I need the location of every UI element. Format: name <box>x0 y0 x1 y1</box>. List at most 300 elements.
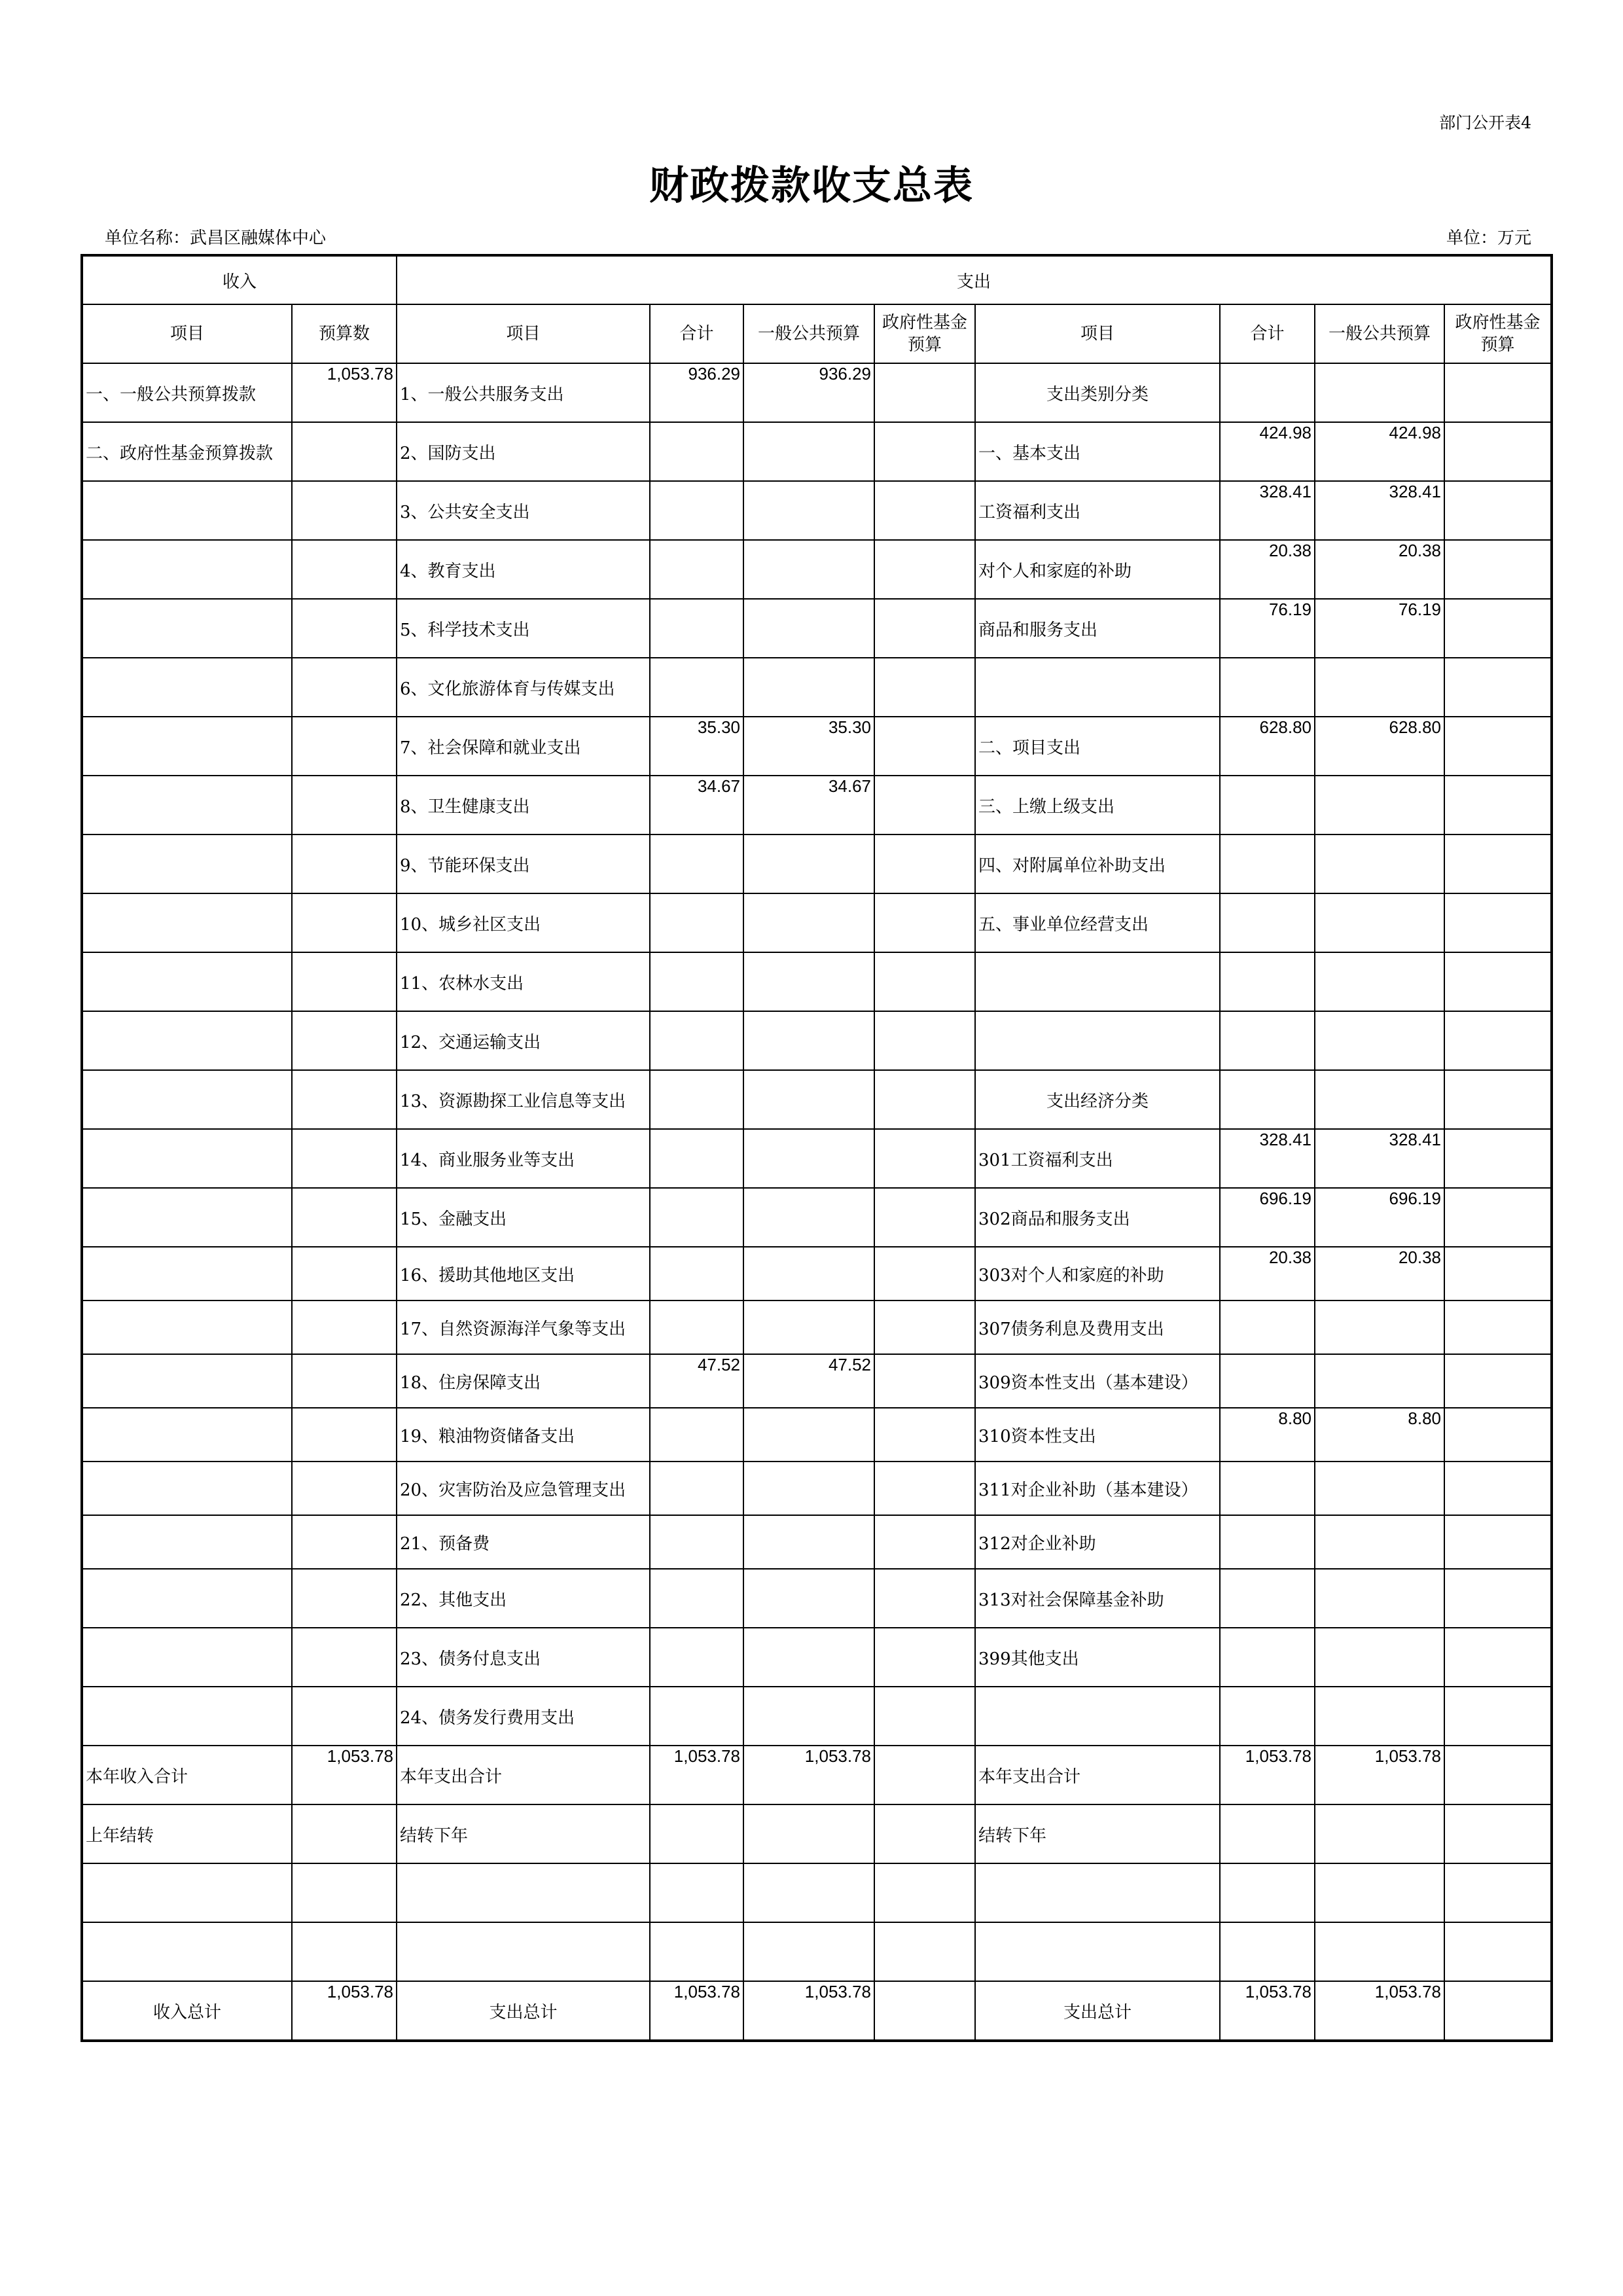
economic-gov-fund-cell <box>1444 540 1552 599</box>
income-amount-cell <box>292 422 397 481</box>
economic-general-cell <box>1315 1354 1444 1408</box>
function-general-cell <box>743 1247 874 1300</box>
function-gov-fund-cell <box>874 1354 975 1408</box>
expense-header: 支出 <box>397 255 1552 304</box>
table-row <box>82 834 1552 893</box>
function-item-cell: 5、科学技术支出 <box>397 599 650 658</box>
economic-general-cell: 424.98 <box>1315 422 1444 481</box>
economic-item-cell: 303对个人和家庭的补助 <box>975 1247 1220 1300</box>
function-general-cell: 47.52 <box>743 1354 874 1408</box>
function-item-cell: 15、金融支出 <box>397 1188 650 1247</box>
economic-gov-fund-cell <box>1444 1863 1552 1922</box>
economic-item-header: 项目 <box>975 304 1220 363</box>
table-row <box>82 1300 1552 1354</box>
table-row <box>82 1070 1552 1129</box>
function-general-cell <box>743 1922 874 1981</box>
header-row-columns <box>82 304 1552 363</box>
economic-general-header: 一般公共预算 <box>1315 304 1444 363</box>
economic-total-cell <box>1220 1687 1315 1746</box>
function-general-cell <box>743 1070 874 1129</box>
table-row <box>82 1628 1552 1687</box>
economic-total-cell: 696.19 <box>1220 1188 1315 1247</box>
function-total-cell <box>650 1922 743 1981</box>
form-number: 部门公开表4 <box>1439 113 1531 132</box>
economic-general-cell <box>1315 1687 1444 1746</box>
function-total-cell <box>650 1569 743 1628</box>
function-item-cell: 18、住房保障支出 <box>397 1354 650 1408</box>
income-amount-cell <box>292 1300 397 1354</box>
economic-item-cell: 302商品和服务支出 <box>975 1188 1220 1247</box>
function-item-cell: 23、债务付息支出 <box>397 1628 650 1687</box>
income-item-cell <box>82 1863 292 1922</box>
function-item-header: 项目 <box>397 304 650 363</box>
function-total-header: 合计 <box>650 304 743 363</box>
income-amount-cell <box>292 1804 397 1863</box>
table-row <box>82 363 1552 422</box>
economic-total-cell <box>1220 1804 1315 1863</box>
economic-gov-fund-cell <box>1444 1300 1552 1354</box>
function-total-cell <box>650 1408 743 1462</box>
economic-gov-fund-cell <box>1444 1804 1552 1863</box>
income-amount-cell: 1,053.78 <box>292 363 397 422</box>
economic-total-cell <box>1220 1354 1315 1408</box>
economic-gov-fund-cell <box>1444 1922 1552 1981</box>
income-item-cell <box>82 1011 292 1070</box>
budget-summary-table <box>80 254 1553 2042</box>
function-total-cell <box>650 599 743 658</box>
income-item-cell: 二、政府性基金预算拨款 <box>82 422 292 481</box>
function-gov-fund-cell <box>874 1804 975 1863</box>
economic-general-cell <box>1315 893 1444 952</box>
function-general-cell: 936.29 <box>743 363 874 422</box>
economic-general-cell <box>1315 1804 1444 1863</box>
economic-general-cell: 20.38 <box>1315 540 1444 599</box>
economic-general-cell <box>1315 1300 1444 1354</box>
function-gov-fund-cell <box>874 1922 975 1981</box>
function-general-cell <box>743 1628 874 1687</box>
function-general-cell <box>743 658 874 717</box>
function-general-cell <box>743 1863 874 1922</box>
function-item-cell: 11、农林水支出 <box>397 952 650 1011</box>
table-row <box>82 1746 1552 1804</box>
function-total-cell <box>650 1628 743 1687</box>
economic-total-cell <box>1220 1922 1315 1981</box>
income-item-cell <box>82 481 292 540</box>
economic-total-cell <box>1220 776 1315 834</box>
economic-total-cell <box>1220 1628 1315 1687</box>
income-amount-cell <box>292 1628 397 1687</box>
income-item-cell: 收入总计 <box>82 1981 292 2041</box>
economic-general-cell <box>1315 1070 1444 1129</box>
function-total-cell <box>650 1863 743 1922</box>
function-general-cell: 1,053.78 <box>743 1746 874 1804</box>
economic-total-cell: 1,053.78 <box>1220 1981 1315 2041</box>
function-gov-fund-cell <box>874 834 975 893</box>
economic-gov-fund-cell <box>1444 776 1552 834</box>
economic-total-cell: 76.19 <box>1220 599 1315 658</box>
function-total-cell <box>650 658 743 717</box>
economic-gov-fund-cell <box>1444 893 1552 952</box>
function-gov-fund-cell <box>874 363 975 422</box>
function-total-cell <box>650 540 743 599</box>
table-row <box>82 1408 1552 1462</box>
function-gov-fund-cell <box>874 658 975 717</box>
economic-item-cell: 309资本性支出（基本建设） <box>975 1354 1220 1408</box>
function-item-cell: 1、一般公共服务支出 <box>397 363 650 422</box>
income-item-cell <box>82 1188 292 1247</box>
table-row <box>82 1569 1552 1628</box>
function-total-cell <box>650 1515 743 1569</box>
economic-general-cell <box>1315 1628 1444 1687</box>
economic-item-cell: 399其他支出 <box>975 1628 1220 1687</box>
table-row <box>82 1129 1552 1188</box>
function-total-cell: 1,053.78 <box>650 1981 743 2041</box>
economic-total-cell <box>1220 1070 1315 1129</box>
economic-item-cell: 支出类别分类 <box>975 363 1220 422</box>
function-total-cell <box>650 952 743 1011</box>
economic-total-cell: 424.98 <box>1220 422 1315 481</box>
income-amount-cell <box>292 1129 397 1188</box>
function-general-cell: 35.30 <box>743 717 874 776</box>
income-amount-cell <box>292 481 397 540</box>
income-amount-cell <box>292 1863 397 1922</box>
header-row-top <box>82 255 1552 304</box>
function-gov-fund-cell <box>874 1687 975 1746</box>
function-gov-fund-cell <box>874 1863 975 1922</box>
function-general-cell: 1,053.78 <box>743 1981 874 2041</box>
function-item-cell: 12、交通运输支出 <box>397 1011 650 1070</box>
economic-gov-fund-cell <box>1444 1746 1552 1804</box>
income-item-cell <box>82 952 292 1011</box>
function-total-cell <box>650 1070 743 1129</box>
function-total-cell <box>650 422 743 481</box>
function-total-cell <box>650 834 743 893</box>
function-item-cell: 2、国防支出 <box>397 422 650 481</box>
economic-gov-fund-cell <box>1444 1569 1552 1628</box>
function-general-cell <box>743 481 874 540</box>
table-row <box>82 1515 1552 1569</box>
income-amount-cell <box>292 599 397 658</box>
function-total-cell: 35.30 <box>650 717 743 776</box>
economic-general-cell: 628.80 <box>1315 717 1444 776</box>
function-general-cell <box>743 1408 874 1462</box>
function-item-cell: 8、卫生健康支出 <box>397 776 650 834</box>
economic-total-cell <box>1220 893 1315 952</box>
income-item-cell <box>82 1247 292 1300</box>
economic-total-cell <box>1220 1011 1315 1070</box>
function-gov-fund-cell <box>874 1188 975 1247</box>
economic-item-cell: 本年支出合计 <box>975 1746 1220 1804</box>
table-row <box>82 599 1552 658</box>
function-total-cell <box>650 1129 743 1188</box>
economic-total-cell: 20.38 <box>1220 1247 1315 1300</box>
income-amount-cell <box>292 1462 397 1515</box>
economic-gov-fund-cell <box>1444 1011 1552 1070</box>
income-item-cell <box>82 1569 292 1628</box>
function-item-cell: 19、粮油物资储备支出 <box>397 1408 650 1462</box>
economic-gov-fund-cell <box>1444 599 1552 658</box>
economic-item-cell <box>975 1687 1220 1746</box>
function-gov-fund-cell <box>874 481 975 540</box>
function-item-cell: 4、教育支出 <box>397 540 650 599</box>
income-amount-cell <box>292 1569 397 1628</box>
economic-general-cell <box>1315 952 1444 1011</box>
economic-item-cell <box>975 1011 1220 1070</box>
function-item-cell: 20、灾害防治及应急管理支出 <box>397 1462 650 1515</box>
income-amount-cell <box>292 717 397 776</box>
economic-item-cell: 301工资福利支出 <box>975 1129 1220 1188</box>
table-row <box>82 1804 1552 1863</box>
unit-name: 单位名称：武昌区融媒体中心 <box>105 228 327 248</box>
function-gov-fund-cell <box>874 893 975 952</box>
economic-item-cell: 311对企业补助（基本建设） <box>975 1462 1220 1515</box>
economic-general-cell <box>1315 1011 1444 1070</box>
economic-total-cell <box>1220 1515 1315 1569</box>
table-row <box>82 1981 1552 2041</box>
table-row <box>82 481 1552 540</box>
function-total-cell: 34.67 <box>650 776 743 834</box>
income-header: 收入 <box>82 255 397 304</box>
economic-gov-fund-cell <box>1444 1981 1552 2041</box>
table-row <box>82 540 1552 599</box>
function-total-cell <box>650 1188 743 1247</box>
income-item-cell <box>82 658 292 717</box>
function-total-cell <box>650 1804 743 1863</box>
economic-item-cell <box>975 952 1220 1011</box>
income-amount-cell: 1,053.78 <box>292 1746 397 1804</box>
function-gov-fund-cell <box>874 1515 975 1569</box>
economic-general-cell <box>1315 658 1444 717</box>
income-item-cell <box>82 1129 292 1188</box>
table-body <box>82 363 1552 2041</box>
function-gov-fund-cell <box>874 1981 975 2041</box>
function-general-cell <box>743 952 874 1011</box>
income-item-cell <box>82 1408 292 1462</box>
economic-general-cell <box>1315 363 1444 422</box>
function-total-cell: 47.52 <box>650 1354 743 1408</box>
economic-total-cell: 8.80 <box>1220 1408 1315 1462</box>
economic-total-cell <box>1220 952 1315 1011</box>
table-row <box>82 717 1552 776</box>
economic-gov-fund-cell <box>1444 1354 1552 1408</box>
economic-general-cell: 8.80 <box>1315 1408 1444 1462</box>
function-gov-fund-cell <box>874 422 975 481</box>
income-item-cell <box>82 540 292 599</box>
economic-item-cell: 四、对附属单位补助支出 <box>975 834 1220 893</box>
function-gov-fund-cell <box>874 776 975 834</box>
income-item-cell <box>82 1354 292 1408</box>
table-row <box>82 1922 1552 1981</box>
function-general-header: 一般公共预算 <box>743 304 874 363</box>
function-item-cell: 支出总计 <box>397 1981 650 2041</box>
function-total-cell <box>650 481 743 540</box>
economic-general-cell: 328.41 <box>1315 481 1444 540</box>
income-item-cell: 上年结转 <box>82 1804 292 1863</box>
income-item-cell <box>82 717 292 776</box>
function-item-cell: 3、公共安全支出 <box>397 481 650 540</box>
function-item-cell: 6、文化旅游体育与传媒支出 <box>397 658 650 717</box>
economic-item-cell: 三、上缴上级支出 <box>975 776 1220 834</box>
economic-total-cell: 328.41 <box>1220 1129 1315 1188</box>
income-amount-cell <box>292 776 397 834</box>
economic-gov-fund-cell <box>1444 1628 1552 1687</box>
economic-gov-fund-cell <box>1444 1687 1552 1746</box>
income-amount-cell <box>292 1922 397 1981</box>
function-total-cell <box>650 1462 743 1515</box>
page-title: 财政拨款收支总表 <box>649 163 974 209</box>
function-general-cell <box>743 1515 874 1569</box>
economic-item-cell: 支出经济分类 <box>975 1070 1220 1129</box>
income-item-cell <box>82 1922 292 1981</box>
economic-item-cell: 313对社会保障基金补助 <box>975 1569 1220 1628</box>
function-item-cell: 22、其他支出 <box>397 1569 650 1628</box>
economic-gov-fund-cell <box>1444 1070 1552 1129</box>
income-item-header: 项目 <box>82 304 292 363</box>
economic-gov-fund-cell <box>1444 1515 1552 1569</box>
income-item-cell <box>82 776 292 834</box>
economic-general-cell: 696.19 <box>1315 1188 1444 1247</box>
economic-general-cell <box>1315 834 1444 893</box>
function-item-cell: 结转下年 <box>397 1804 650 1863</box>
income-item-cell <box>82 1462 292 1515</box>
function-item-cell: 16、援助其他地区支出 <box>397 1247 650 1300</box>
table-row <box>82 893 1552 952</box>
table-row <box>82 1354 1552 1408</box>
income-item-cell <box>82 1300 292 1354</box>
economic-gov-fund-cell <box>1444 422 1552 481</box>
economic-gov-fund-cell <box>1444 834 1552 893</box>
income-item-cell <box>82 834 292 893</box>
economic-item-cell: 五、事业单位经营支出 <box>975 893 1220 952</box>
function-item-cell: 21、预备费 <box>397 1515 650 1569</box>
income-amount-cell <box>292 1247 397 1300</box>
table-row <box>82 1247 1552 1300</box>
table-row <box>82 776 1552 834</box>
function-item-cell: 本年支出合计 <box>397 1746 650 1804</box>
function-gov-fund-cell <box>874 1628 975 1687</box>
function-total-cell <box>650 1687 743 1746</box>
economic-total-cell: 328.41 <box>1220 481 1315 540</box>
economic-item-cell: 结转下年 <box>975 1804 1220 1863</box>
function-general-cell <box>743 540 874 599</box>
function-general-cell <box>743 599 874 658</box>
economic-total-cell <box>1220 1863 1315 1922</box>
economic-general-cell: 328.41 <box>1315 1129 1444 1188</box>
income-amount-cell <box>292 952 397 1011</box>
function-total-cell: 1,053.78 <box>650 1746 743 1804</box>
income-item-cell <box>82 1687 292 1746</box>
economic-general-cell: 1,053.78 <box>1315 1981 1444 2041</box>
table-row <box>82 1011 1552 1070</box>
function-item-cell: 17、自然资源海洋气象等支出 <box>397 1300 650 1354</box>
economic-item-cell: 商品和服务支出 <box>975 599 1220 658</box>
function-general-cell <box>743 1129 874 1188</box>
function-general-cell: 34.67 <box>743 776 874 834</box>
economic-gov-fund-cell <box>1444 363 1552 422</box>
table-row <box>82 1687 1552 1746</box>
economic-gov-fund-cell <box>1444 1408 1552 1462</box>
economic-total-cell <box>1220 1462 1315 1515</box>
function-general-cell <box>743 1011 874 1070</box>
income-amount-cell <box>292 658 397 717</box>
function-general-cell <box>743 1300 874 1354</box>
function-general-cell <box>743 1687 874 1746</box>
currency-unit: 单位：万元 <box>1446 228 1531 248</box>
function-gov-fund-header: 政府性基金预算 <box>874 304 975 363</box>
economic-gov-fund-cell <box>1444 1188 1552 1247</box>
function-gov-fund-cell <box>874 952 975 1011</box>
economic-gov-fund-cell <box>1444 952 1552 1011</box>
economic-total-cell <box>1220 1300 1315 1354</box>
economic-general-cell: 20.38 <box>1315 1247 1444 1300</box>
function-item-cell: 7、社会保障和就业支出 <box>397 717 650 776</box>
income-amount-cell <box>292 1070 397 1129</box>
function-total-cell <box>650 1011 743 1070</box>
income-item-cell <box>82 893 292 952</box>
function-item-cell: 10、城乡社区支出 <box>397 893 650 952</box>
economic-gov-fund-cell <box>1444 1129 1552 1188</box>
economic-total-cell: 628.80 <box>1220 717 1315 776</box>
economic-item-cell: 312对企业补助 <box>975 1515 1220 1569</box>
function-gov-fund-cell <box>874 1746 975 1804</box>
economic-gov-fund-header: 政府性基金预算 <box>1444 304 1552 363</box>
economic-gov-fund-cell <box>1444 717 1552 776</box>
function-gov-fund-cell <box>874 1300 975 1354</box>
economic-general-cell <box>1315 1462 1444 1515</box>
function-item-cell: 14、商业服务业等支出 <box>397 1129 650 1188</box>
economic-total-cell <box>1220 658 1315 717</box>
function-gov-fund-cell <box>874 717 975 776</box>
economic-total-cell: 1,053.78 <box>1220 1746 1315 1804</box>
function-total-cell <box>650 1247 743 1300</box>
income-item-cell <box>82 599 292 658</box>
economic-general-cell <box>1315 776 1444 834</box>
economic-general-cell <box>1315 1922 1444 1981</box>
function-gov-fund-cell <box>874 540 975 599</box>
function-item-cell: 13、资源勘探工业信息等支出 <box>397 1070 650 1129</box>
table-row <box>82 952 1552 1011</box>
economic-gov-fund-cell <box>1444 658 1552 717</box>
income-amount-cell <box>292 893 397 952</box>
function-total-cell <box>650 893 743 952</box>
table-row <box>82 1863 1552 1922</box>
income-budget-header: 预算数 <box>292 304 397 363</box>
function-general-cell <box>743 1188 874 1247</box>
economic-general-cell <box>1315 1863 1444 1922</box>
income-amount-cell <box>292 1515 397 1569</box>
economic-total-cell <box>1220 834 1315 893</box>
income-amount-cell <box>292 1188 397 1247</box>
income-item-cell: 本年收入合计 <box>82 1746 292 1804</box>
income-amount-cell <box>292 1011 397 1070</box>
economic-item-cell: 对个人和家庭的补助 <box>975 540 1220 599</box>
table-row <box>82 1188 1552 1247</box>
function-item-cell: 9、节能环保支出 <box>397 834 650 893</box>
function-general-cell <box>743 1569 874 1628</box>
economic-item-cell: 支出总计 <box>975 1981 1220 2041</box>
income-amount-cell <box>292 540 397 599</box>
economic-general-cell: 76.19 <box>1315 599 1444 658</box>
function-general-cell <box>743 1804 874 1863</box>
table-row <box>82 422 1552 481</box>
income-item-cell <box>82 1628 292 1687</box>
income-amount-cell: 1,053.78 <box>292 1981 397 2041</box>
income-amount-cell <box>292 1408 397 1462</box>
function-total-cell <box>650 1300 743 1354</box>
function-gov-fund-cell <box>874 1070 975 1129</box>
economic-total-header: 合计 <box>1220 304 1315 363</box>
economic-gov-fund-cell <box>1444 481 1552 540</box>
